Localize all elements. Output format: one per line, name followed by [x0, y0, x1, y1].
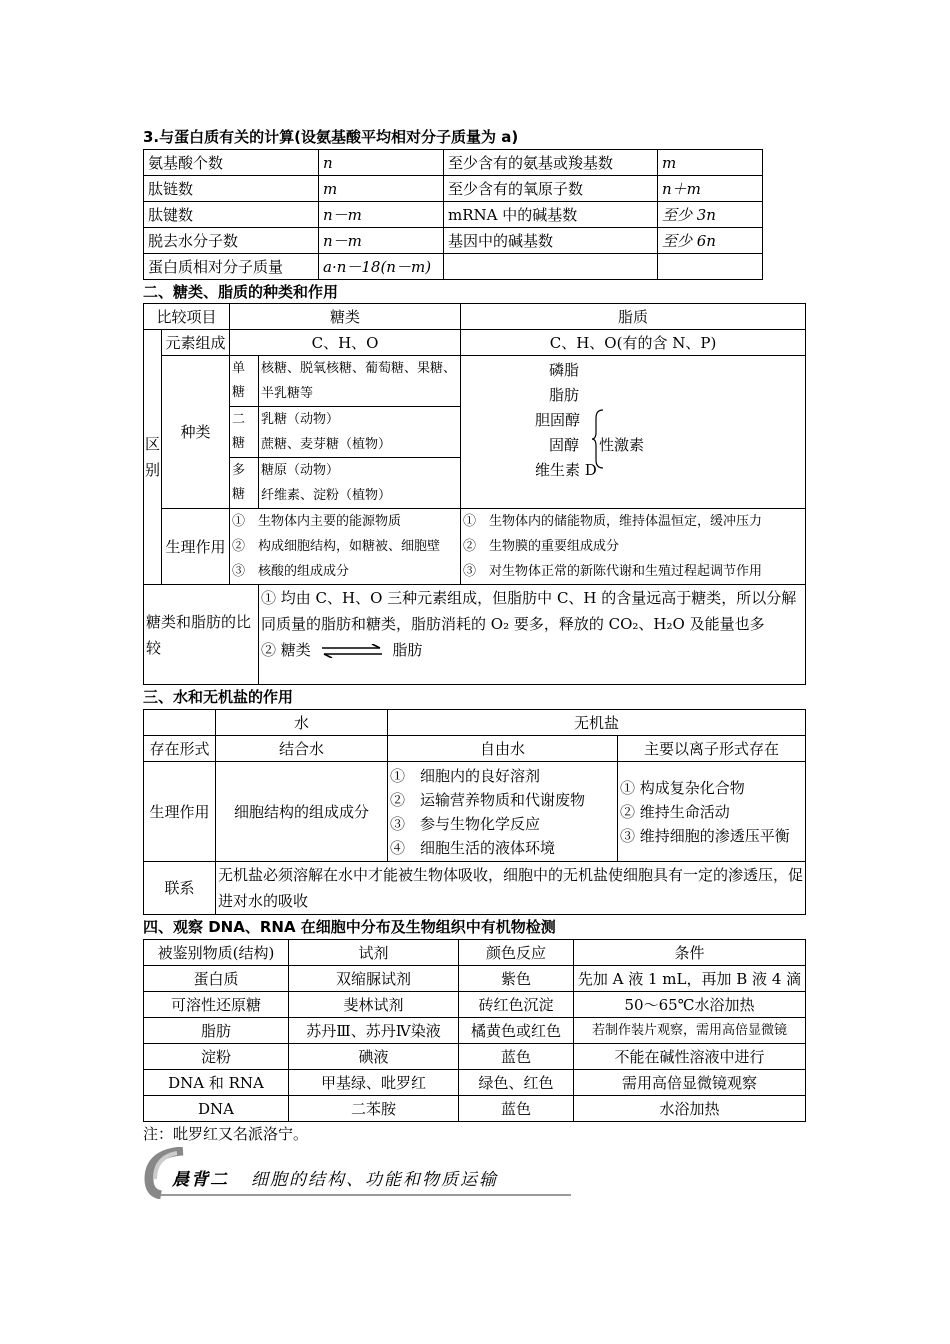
table-cell: 至少 6n	[658, 228, 763, 254]
bound-function: 细胞结构的组成成分	[216, 762, 388, 862]
mono-label: 单糖	[230, 356, 259, 407]
table-row	[144, 1018, 806, 1044]
compare-content: ① 均由 C、H、O 三种元素组成，但脂肪中 C、H 的含量远高于糖类，所以分解同质量的脂肪和糖类，脂肪消耗的 O₂ 要多，释放的 CO₂、H₂O 及能量也多 ② 糖类 脂肪	[259, 585, 806, 685]
table-cell: mRNA 中的碱基数	[444, 202, 658, 228]
table-cell: 淀粉	[144, 1044, 289, 1070]
table-cell: 蓝色	[459, 1044, 574, 1070]
table-cell: m	[319, 176, 444, 202]
header-compare-item: 比较项目	[144, 304, 230, 330]
form-label: 存在形式	[144, 736, 216, 762]
table-cell: 肽链数	[144, 176, 319, 202]
header-lipid: 脂质	[461, 304, 806, 330]
compare-label: 糖类和脂肪的比较	[144, 585, 259, 685]
lipid-type-cholesterol: 胆固醇	[535, 411, 581, 429]
table-cell: 50～65℃水浴加热	[574, 992, 806, 1018]
table-row	[144, 228, 763, 254]
table-cell: 二苯胺	[289, 1096, 459, 1122]
table-cell: 橘黄色或红色	[459, 1018, 574, 1044]
table-cell: n－m	[319, 202, 444, 228]
free-water: 自由水	[388, 736, 618, 762]
table-cell: 苏丹Ⅲ、苏丹Ⅳ染液	[289, 1018, 459, 1044]
table-cell: DNA 和 RNA	[144, 1070, 289, 1096]
mono-text: 核糖、脱氧核糖、葡萄糖、果糖、半乳糖等	[259, 356, 461, 407]
table-row	[144, 202, 763, 228]
salt-form: 主要以离子形式存在	[618, 736, 806, 762]
table-cell: m	[658, 150, 763, 176]
lipid-type-vitamin-d: 维生素 D	[535, 461, 597, 479]
link-text: 无机盐必须溶解在水中才能被生物体吸收，细胞中的无机盐使细胞具有一定的渗透压，促进对水的吸收	[216, 862, 806, 915]
element-label: 元素组成	[162, 330, 230, 356]
reversible-arrow-icon	[322, 644, 382, 658]
table-cell: 先加 A 液 1 mL，再加 B 液 4 滴	[574, 966, 806, 992]
bound-water: 结合水	[216, 736, 388, 762]
section-3-heading: 3.与蛋白质有关的计算(设氨基酸平均相对分子质量为 a)	[143, 128, 519, 146]
header-water: 水	[216, 710, 388, 736]
table-cell: 紫色	[459, 966, 574, 992]
sugar-functions: ① 生物体内主要的能源物质 ② 构成细胞结构，如糖被、细胞壁 ③ 核酸的组成成分	[230, 509, 461, 585]
table-cell: 若制作装片观察，需用高倍显微镜	[574, 1018, 806, 1044]
table-cell: 至少 3n	[658, 202, 763, 228]
table-cell: DNA	[144, 1096, 289, 1122]
table-cell: 绿色、红色	[459, 1070, 574, 1096]
table-cell: 蛋白质	[144, 966, 289, 992]
water-function-label: 生理作用	[144, 762, 216, 862]
lipid-type-fat: 脂肪	[549, 386, 580, 404]
column-header: 条件	[574, 940, 806, 966]
water-salt-table	[143, 709, 806, 915]
lipid-functions: ① 生物体内的储能物质，维持体温恒定，缓冲压力 ② 生物膜的重要组成成分 ③ 对生物体正常的新陈代谢和生殖过程起调节作用	[461, 509, 806, 585]
sugar-lipid-table	[143, 303, 806, 685]
function-label: 生理作用	[162, 509, 230, 585]
table-row	[144, 992, 806, 1018]
header-salt: 无机盐	[388, 710, 806, 736]
table-row	[144, 1070, 806, 1096]
free-functions: ① 细胞内的良好溶剂 ② 运输营养物质和代谢废物 ③ 参与生物化学反应 ④ 细胞生活的液体环境	[388, 762, 618, 862]
table-cell: 蛋白质相对分子质量	[144, 254, 319, 280]
sugar-elements: C、H、O	[230, 330, 461, 356]
sugar-lipid-heading: 二、糖类、脂质的种类和作用	[143, 283, 339, 301]
detection-table	[143, 939, 806, 1122]
table-cell: n－m	[319, 228, 444, 254]
table-cell: n＋m	[658, 176, 763, 202]
di-text: 乳糖（动物） 蔗糖、麦芽糖（植物）	[259, 407, 461, 458]
table-cell: 至少含有的氨基或羧基数	[444, 150, 658, 176]
table-cell: 肽键数	[144, 202, 319, 228]
table-cell: 甲基绿、吡罗红	[289, 1070, 459, 1096]
banner-text	[172, 1165, 498, 1190]
link-label: 联系	[144, 862, 216, 915]
lipid-type-phospholipid: 磷脂	[549, 361, 580, 379]
water-salt-heading: 三、水和无机盐的作用	[143, 688, 294, 706]
table-row	[144, 254, 763, 280]
table-cell: 可溶性还原糖	[144, 992, 289, 1018]
water-header-blank	[144, 710, 216, 736]
column-header: 试剂	[289, 940, 459, 966]
poly-label: 多糖	[230, 458, 259, 509]
table-cell: 脱去水分子数	[144, 228, 319, 254]
table-cell: 氨基酸个数	[144, 150, 319, 176]
lipid-sex-hormone: 性激素	[599, 436, 645, 454]
lipid-types	[461, 356, 806, 509]
note: 注：吡罗红又名派洛宁。	[143, 1125, 309, 1143]
types-label: 种类	[162, 356, 230, 509]
column-header: 被鉴别物质(结构)	[144, 940, 289, 966]
table-cell: 需用高倍显微镜观察	[574, 1070, 806, 1096]
table-row	[144, 176, 763, 202]
salt-functions: ① 构成复杂化合物 ② 维持生命活动 ③ 维持细胞的渗透压平衡	[618, 762, 806, 862]
table-cell: 水浴加热	[574, 1096, 806, 1122]
lipid-type-sterol: 固醇	[549, 436, 580, 454]
table-cell	[658, 254, 763, 280]
table-header-row	[144, 940, 806, 966]
table-cell: 碘液	[289, 1044, 459, 1070]
poly-text: 糖原（动物） 纤维素、淀粉（植物）	[259, 458, 461, 509]
column-header: 颜色反应	[459, 940, 574, 966]
table-cell: 蓝色	[459, 1096, 574, 1122]
table-row	[144, 150, 763, 176]
di-label: 二糖	[230, 407, 259, 458]
table-cell: 斐林试剂	[289, 992, 459, 1018]
table-cell: a·n－18(n－m)	[319, 254, 444, 280]
table-cell: n	[319, 150, 444, 176]
table-row	[144, 1044, 806, 1070]
banner-title: 细胞的结构、功能和物质运输	[251, 1170, 498, 1190]
detection-heading: 四、观察 DNA、RNA 在细胞中分布及生物组织中有机物检测	[143, 918, 556, 936]
lipid-elements: C、H、O(有的含 N、P)	[461, 330, 806, 356]
table-cell: 脂肪	[144, 1018, 289, 1044]
table-cell	[444, 254, 658, 280]
table-row	[144, 1096, 806, 1122]
header-sugar: 糖类	[230, 304, 461, 330]
table-cell: 双缩脲试剂	[289, 966, 459, 992]
table-cell: 至少含有的氧原子数	[444, 176, 658, 202]
table-cell: 不能在碱性溶液中进行	[574, 1044, 806, 1070]
table-row	[144, 966, 806, 992]
distinguish-label: 区别	[144, 330, 162, 585]
protein-calc-table	[143, 149, 763, 280]
banner-label: 晨背二	[172, 1170, 229, 1190]
table-cell: 基因中的碱基数	[444, 228, 658, 254]
table-cell: 砖红色沉淀	[459, 992, 574, 1018]
